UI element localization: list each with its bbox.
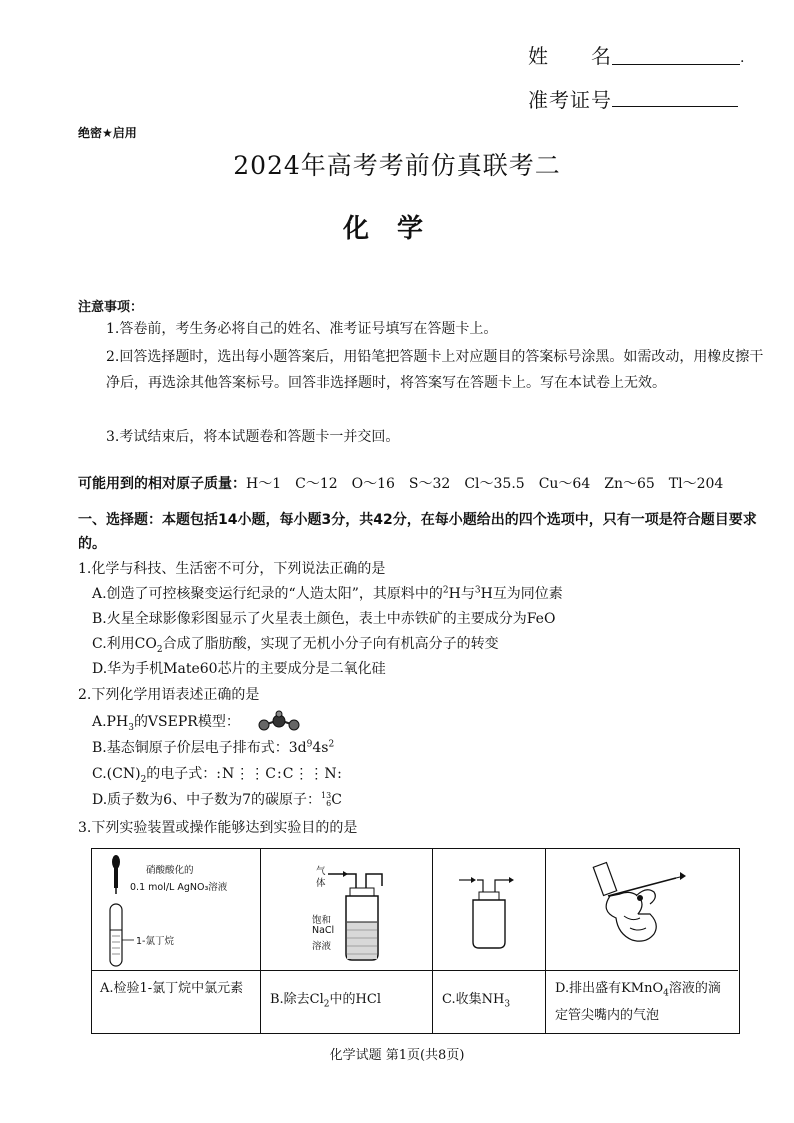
table-divider-horizontal [91,970,738,971]
q3-stem: 3.下列实验装置或操作能够达到实验目的的是 [78,820,358,836]
secret-label: 绝密★启用 [78,126,137,140]
q2-stem: 2.下列化学用语表述正确的是 [78,687,260,703]
notice-item-2: 2.回答选择题时，选出每小题答案后，用铅笔把答题卡上对应题目的答案标号涂黑。如需改动，用橡皮擦干净后，再选涂其他答案标号。回答非选择题时，将答案写在答题卡上。写在本试卷上无效。 [106,349,764,391]
dropper-and-test-tube-figure [100,852,140,968]
burette-bubble-removal-figure [580,856,690,964]
notice-heading: 注意事项： [78,300,144,315]
page-title: 2024年高考考前仿真联考二 [233,151,561,180]
collection-bottle-figure [455,870,525,950]
q1-option-d: D.华为手机Mate60芯片的主要成分是二氧化硅 [92,661,386,677]
q3-caption-b: B.除去$Cl_2$中的HCl [270,992,381,1010]
atomic-masses-values: H～1 C～12 O～16 S～32 Cl～35.5 Cu～64 Zn～65 Tl～204 [246,476,724,492]
notice-item-1: 1.答卷前，考生务必将自己的姓名、准考证号填写在答题卡上。 [106,321,498,337]
notice-item-3: 3.考试结束后，将本试题卷和答题卡一并交回。 [106,429,400,445]
q1-stem: 1.化学与科技、生活密不可分，下列说法正确的是 [78,561,386,577]
q1-option-b: B.火星全球影像彩图显示了火星表土颜色，表土中赤铁矿的主要成分为FeO [92,611,556,627]
atomic-masses [78,471,723,497]
q1-option-c: C.利用$CO_2$合成了脂肪酸，实现了无机小分子向有机高分子的转变 [92,636,499,655]
table-divider-2 [432,848,433,1033]
q2-option-d: D.质子数为6、中子数为7的碳原子：13 6C [92,791,342,808]
q3-caption-c: C.收集$NH_3$ [442,992,511,1010]
atomic-masses-label: 可能用到的相对原子质量： [78,476,246,492]
name-field-dot: . [740,50,745,66]
q3-caption-a: A.检验1-氯丁烷中氯元素 [100,981,244,996]
fig-a-reagent-line1: 硝酸酸化的 [146,865,194,876]
name-field-line[interactable] [612,64,740,65]
gas-washing-bottle-figure [326,860,396,964]
q1-option-a: A.创造了可控核聚变运行纪录的“人造太阳”，其原料中的$^2$H与$^3$H互为同位素 [92,585,563,602]
fig-b-solution-line3: 溶液 [312,941,332,952]
subject-title: 化学 [342,214,451,244]
q2-option-c: $C.(CN)_2$的电子式：:N⋮⋮C:C⋮⋮N: [92,766,343,785]
q3-caption-d: D.排出盛有KMnO$_4$溶液的滴定管尖嘴内的气泡 [555,981,721,1023]
fig-a-tube-label: 1-氯丁烷 [136,936,174,947]
page-footer: 化学试题 第1页(共8页) [329,1048,465,1063]
id-field-line[interactable] [612,106,738,107]
fig-b-solution-line1: 饱和 [312,915,332,926]
section-heading: 一、选择题：本题包括14小题，每小题3分，共42分，在每小题给出的四个选项中，只有一项是符合题目要求的。 [78,512,757,552]
vsepr-model-icon [256,710,302,734]
fig-b-gas-label: 气体 [316,866,326,889]
name-label: 姓 名 [528,44,612,68]
fig-a-reagent-line2: 0.1 mol/L AgNO₃溶液 [130,882,228,893]
table-divider-1 [260,848,261,1033]
q2-option-b: B.基态铜原子价层电子排布式：$3d^94s^2$ [92,739,335,756]
id-label: 准考证号 [528,88,612,112]
fig-b-solution-line2: NaCl [312,925,335,936]
q2-option-a: $A.PH_3$的VSEPR模型： [92,714,240,733]
